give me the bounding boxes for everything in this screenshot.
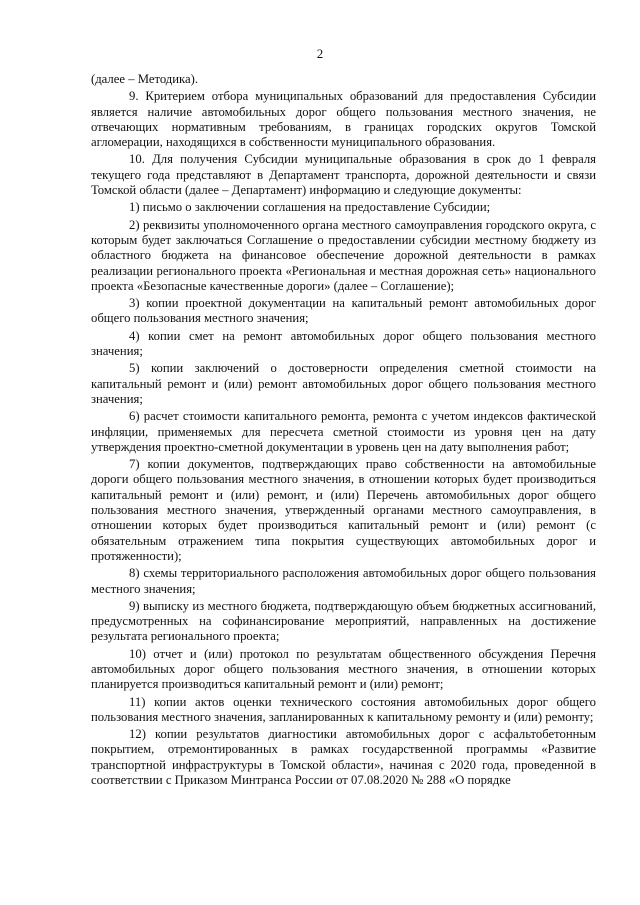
list-item-9: 9) выписку из местного бюджета, подтверждающую объем бюджетных ассигнований, предусмотренных на софинансирование мероприятий, направленных на достижение результата регионального проекта; [91, 598, 596, 644]
paragraph-continuation: (далее – Методика). [91, 72, 199, 86]
list-item-5: 5) копии заключений о достоверности определения сметной стоимости на капитальный ремонт и (или) ремонт автомобильных дорог общего пользования местного значения; [91, 361, 596, 406]
list-item-12: 12) копии результатов диагностики автомобильных дорог с асфальтобетонным покрытием, отремонтированных в рамках государственной программы «Развитие транспортной инфраструктуры в Томской области», начиная с 2020 года, проведенной в соответствии с Приказом Минтранса России от 07.08.2020 № 288 «О порядке [91, 727, 596, 788]
list-item-4: 4) копии смет на ремонт автомобильных дорог общего пользования местного значения; [91, 328, 596, 359]
list-item-11: 11) копии актов оценки технического состояния автомобильных дорог общего пользования местного значения, запланированных к капитальному ремонту и (или) ремонту; [91, 694, 596, 724]
list-item-2: 2) реквизиты уполномоченного органа местного самоуправления городского округа, с которым будет заключаться Соглашение о предоставлении субсидии местному бюджету из областного бюджета на финансовое обеспечение дорожной деятельности в рамках реализации регионального проекта «Региональная и местная дорожная сеть» национального проекта «Безопасные качественные дороги» (далее – Соглашение); [91, 217, 596, 293]
list-item-8: 8) схемы территориального расположения автомобильных дорог общего пользования местного значения; [91, 566, 596, 596]
list-item-3: 3) копии проектной документации на капитальный ремонт автомобильных дорог общего пользования местного значения; [91, 296, 596, 326]
list-item-1: 1) письмо о заключении соглашения на предоставление Субсидии; [129, 200, 491, 215]
list-item-6: 6) расчет стоимости капитального ремонта, ремонта с учетом индексов фактической инфляции, применяемых для пересчета сметной стоимости из уровня цен на дату утверждения проектно-сметной документации в уровень цен на дату выполнения работ; [91, 409, 596, 454]
list-item-7: 7) копии документов, подтверждающих право собственности на автомобильные дороги общего пользования местного значения, в отношении которых будет производиться капитальный ремонт и (или) ремонт, и (или) Перечень автомобильных дорог общего пользования местного значения, утвержденный органами местного самоуправления, в отношении которых будет производиться капитальный ремонт и (или) ремонт (с обязательным отражением типа покрытия существующих автомобильных дорог и протяженности); [91, 457, 596, 563]
document-body [91, 72, 596, 790]
list-item-10: 10) отчет и (или) протокол по результатам общественного обсуждения Перечня автомобильных дорог общего пользования местного значения, в отношении которых планируется производиться капитальный ремонт и (или) ремонт; [91, 646, 596, 692]
page-number: 2 [316, 46, 324, 61]
paragraph-item-9: 9. Критерием отбора муниципальных образований для предоставления Субсидии является наличие автомобильных дорог общего пользования местного значения, не отвечающих нормативным требованиям, в границах городских округов Томской агломерации, находящихся в собственности муниципального образования. [91, 89, 596, 150]
paragraph-item-10: 10. Для получения Субсидии муниципальные образования в срок до 1 февраля текущего года представляют в Департамент транспорта, дорожной деятельности и связи Томской области (далее – Департамент) информацию и следующие документы: [91, 152, 596, 198]
